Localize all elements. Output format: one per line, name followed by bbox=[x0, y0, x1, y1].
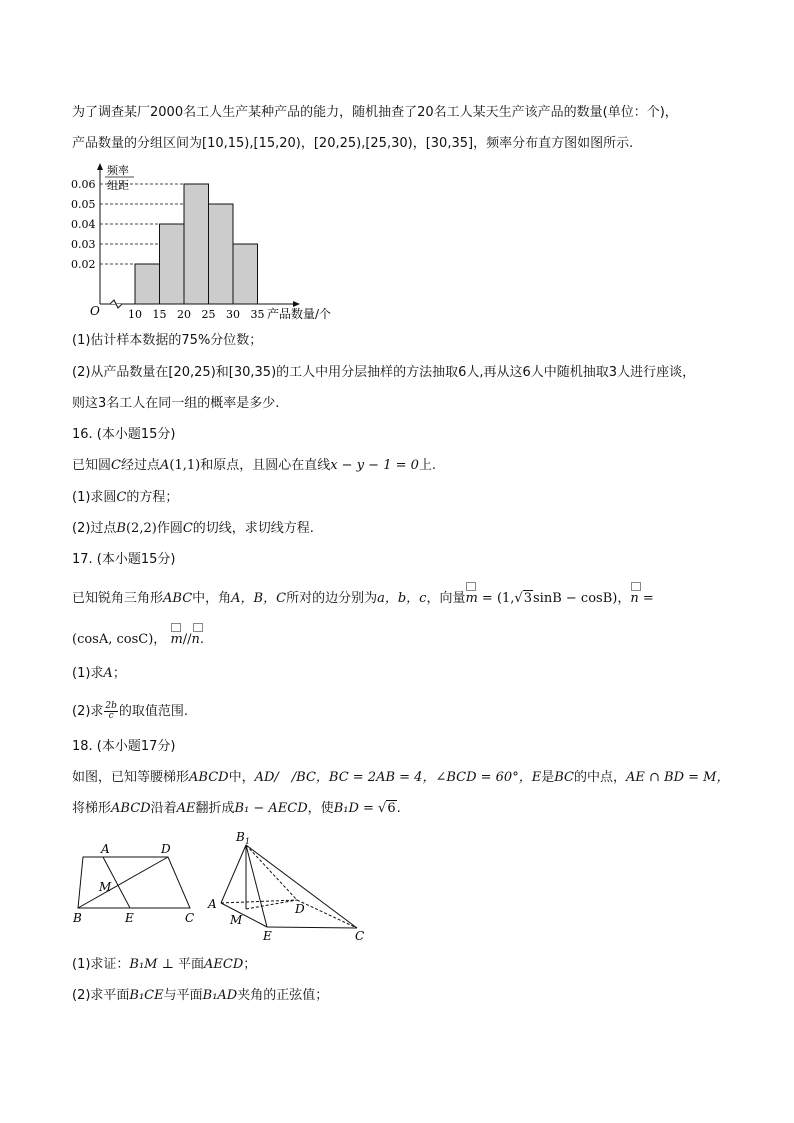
x-axis-label: 产品数量/个 bbox=[267, 307, 332, 321]
y-tick-label-3: 0.05 bbox=[71, 198, 96, 211]
label-E: E bbox=[125, 911, 134, 925]
trapezoid-figure bbox=[68, 840, 208, 930]
x-tick-label-0: 10 bbox=[128, 308, 142, 321]
q18-statement-line2: 将梯形ABCD沿着AE翻折成B₁ − AECD，使B₁D = √6. bbox=[72, 801, 401, 816]
folded-pyramid-figure bbox=[200, 825, 380, 945]
frequency-histogram bbox=[60, 160, 360, 325]
histogram-bar-4 bbox=[209, 204, 234, 304]
y-tick-label-4: 0.06 bbox=[71, 178, 96, 191]
label-A: A bbox=[208, 897, 217, 911]
label-M: M bbox=[99, 880, 112, 894]
q15-part1: (1)估计样本数据的75%分位数； bbox=[72, 333, 263, 348]
segment-BD bbox=[78, 857, 168, 908]
q16-header: 16. (本小题15分) bbox=[72, 427, 176, 442]
q17-part2: (2)求 $\frac{2b}{c}$ 的取值范围. bbox=[72, 701, 189, 721]
edge-B1E bbox=[246, 845, 267, 927]
label-C: C bbox=[185, 911, 195, 925]
q18-header: 18. (本小题17分) bbox=[72, 739, 176, 754]
x-tick-label-5: 35 bbox=[250, 308, 265, 321]
label-A: A bbox=[101, 842, 110, 856]
edge-AE bbox=[221, 903, 267, 927]
q15-part2-line1: (2)从产品数量在[20,25)和[30,35)的工人中用分层抽样的方法抽取6人,再从这6人中随机抽取3人进行座谈， bbox=[72, 365, 696, 380]
edge-DC bbox=[297, 900, 357, 928]
q17-statement-line2: (cosA, cosC)， m// n. bbox=[72, 631, 204, 649]
x-tick-label-1: 15 bbox=[152, 308, 167, 321]
label-D: D bbox=[161, 842, 171, 856]
q15-intro-line1: 为了调查某厂2000名工人生产某种产品的能力，随机抽查了20名工人某天生产该产品的数量(单位：个)， bbox=[72, 105, 678, 120]
origin-label: O bbox=[90, 304, 100, 318]
axis-break bbox=[110, 300, 122, 308]
label-E: E bbox=[263, 929, 272, 943]
label-B: B bbox=[73, 911, 82, 925]
edge-AD bbox=[221, 900, 297, 903]
label-M: M bbox=[230, 913, 243, 927]
y-tick-label-2: 0.04 bbox=[71, 218, 96, 231]
histogram-bar-3 bbox=[184, 184, 209, 304]
label-B1: $B_1$ bbox=[236, 830, 250, 846]
x-tick-label-4: 30 bbox=[226, 308, 240, 321]
q18-part2: (2)求平面B₁CE与平面B₁AD夹角的正弦值； bbox=[72, 988, 329, 1003]
y-label-denominator: 组距 bbox=[107, 179, 129, 192]
edge-B1A bbox=[221, 845, 246, 903]
y-label-numerator: 频率 bbox=[107, 164, 129, 177]
edge-B1D bbox=[246, 845, 297, 900]
x-tick-label-3: 25 bbox=[201, 308, 216, 321]
q18-statement-line1: 如图，已知等腰梯形ABCD中，AD/ /BC，BC = 2AB = 4，∠BCD = 60°，E是BC的中点，AE ∩ BD = M， bbox=[72, 770, 730, 785]
x-tick-label-2: 20 bbox=[177, 308, 191, 321]
q16-statement: 已知圆C经过点A(1,1)和原点，且圆心在直线x − y − 1 = 0上. bbox=[72, 458, 437, 473]
y-tick-label-1: 0.03 bbox=[71, 238, 96, 251]
histogram-bar-2 bbox=[160, 224, 185, 304]
label-D: D bbox=[295, 902, 305, 916]
q17-header: 17. (本小题15分) bbox=[72, 552, 176, 567]
y-tick-label-0: 0.02 bbox=[71, 258, 96, 271]
q16-part2: (2)过点B(2,2)作圆C的切线，求切线方程. bbox=[72, 521, 314, 536]
q15-part2-line2: 则这3名工人在同一组的概率是多少. bbox=[72, 396, 280, 411]
trapezoid-outline bbox=[78, 857, 190, 908]
edge-EC bbox=[267, 927, 357, 928]
label-C: C bbox=[355, 929, 365, 943]
q16-part1: (1)求圆C的方程； bbox=[72, 490, 179, 505]
q18-part1: (1)求证：B₁M ⊥ 平面AECD； bbox=[72, 957, 257, 972]
q17-part1: (1)求A； bbox=[72, 666, 126, 681]
histogram-bar-1 bbox=[135, 264, 160, 304]
y-axis-arrow bbox=[97, 163, 103, 170]
histogram-bar-5 bbox=[233, 244, 258, 304]
q15-intro-line2: 产品数量的分组区间为[10,15),[15,20)，[20,25),[25,30)，[30,35]，频率分布直方图如图所示. bbox=[72, 136, 634, 151]
q17-statement-line1: 已知锐角三角形ABC中，角A，B，C所对的边分别为a，b，c，向量 m = (1,√3sinB − cosB)， n = bbox=[72, 590, 654, 608]
